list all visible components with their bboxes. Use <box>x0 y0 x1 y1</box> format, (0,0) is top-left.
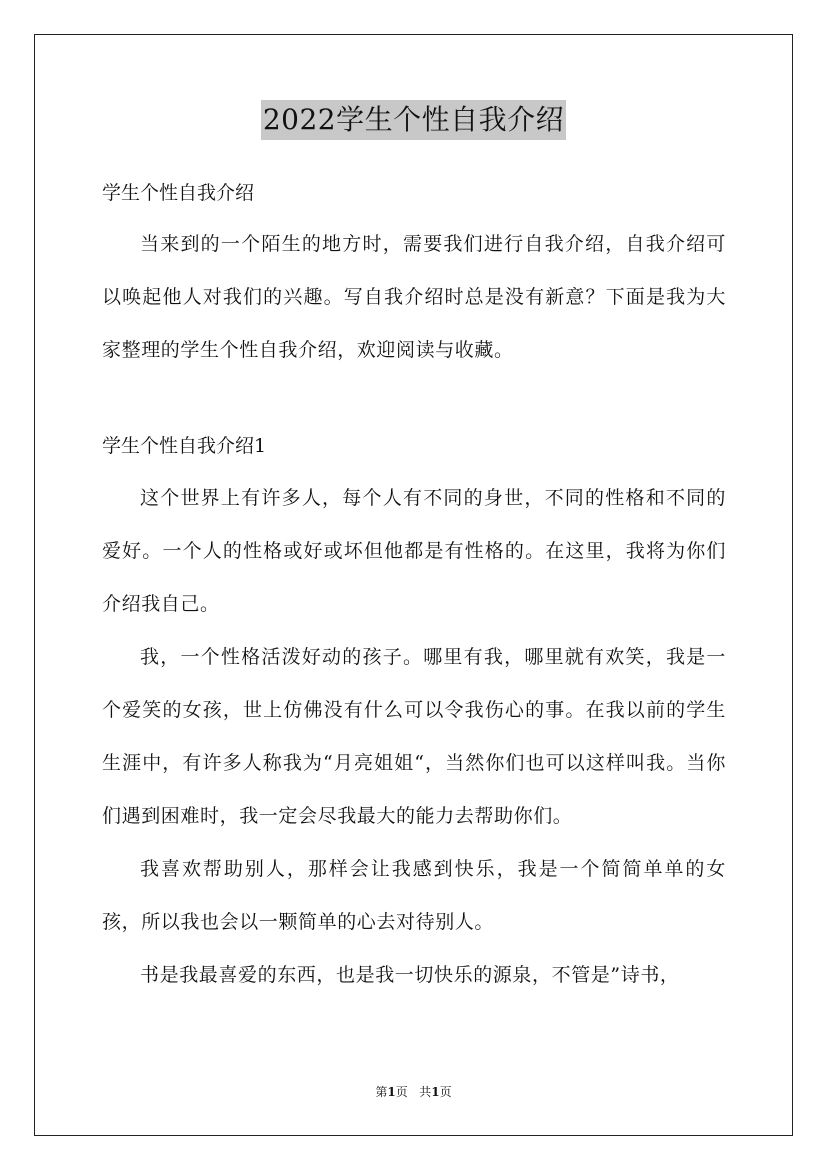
paragraph: 我，一个性格活泼好动的孩子。哪里有我，哪里就有欢笑，我是一个爱笑的女孩，世上仿佛没有什么可以令我伤心的事。在我以前的学生生涯中，有许多人称我为“月亮姐姐“，当然你们也可以这样叫我。当你们遇到困难时，我一定会尽我最大的能力去帮助你们。 <box>102 646 726 827</box>
document-body <box>102 170 726 1002</box>
total-prefix: 共 <box>419 1085 432 1099</box>
paragraph: 这个世界上有许多人，每个人有不同的身世，不同的性格和不同的爱好。一个人的性格或好或坏但他都是有性格的。在这里，我将为你们介绍我自己。 <box>102 487 726 615</box>
section-heading: 学生个性自我介绍1 <box>102 435 267 457</box>
page-suffix: 页 <box>395 1085 408 1099</box>
title-container <box>0 100 827 140</box>
page-number: 1 <box>387 1085 396 1099</box>
total-suffix: 页 <box>439 1085 452 1099</box>
paragraph: 当来到的一个陌生的地方时，需要我们进行自我介绍，自我介绍可以唤起他人对我们的兴趣。写自我介绍时总是没有新意？下面是我为大家整理的学生个性自我介绍，欢迎阅读与收藏。 <box>102 233 726 361</box>
page-prefix: 第 <box>375 1085 388 1099</box>
section-heading: 学生个性自我介绍 <box>102 182 255 204</box>
document-title: 2022学生个性自我介绍 <box>261 100 566 140</box>
paragraph: 书是我最喜爱的东西，也是我一切快乐的源泉，不管是”诗书， <box>140 964 680 986</box>
paragraph: 我喜欢帮助别人，那样会让我感到快乐，我是一个简简单单的女孩，所以我也会以一颗简单的心去对待别人。 <box>102 858 726 933</box>
page-footer <box>0 1083 827 1101</box>
total-pages: 1 <box>431 1085 440 1099</box>
